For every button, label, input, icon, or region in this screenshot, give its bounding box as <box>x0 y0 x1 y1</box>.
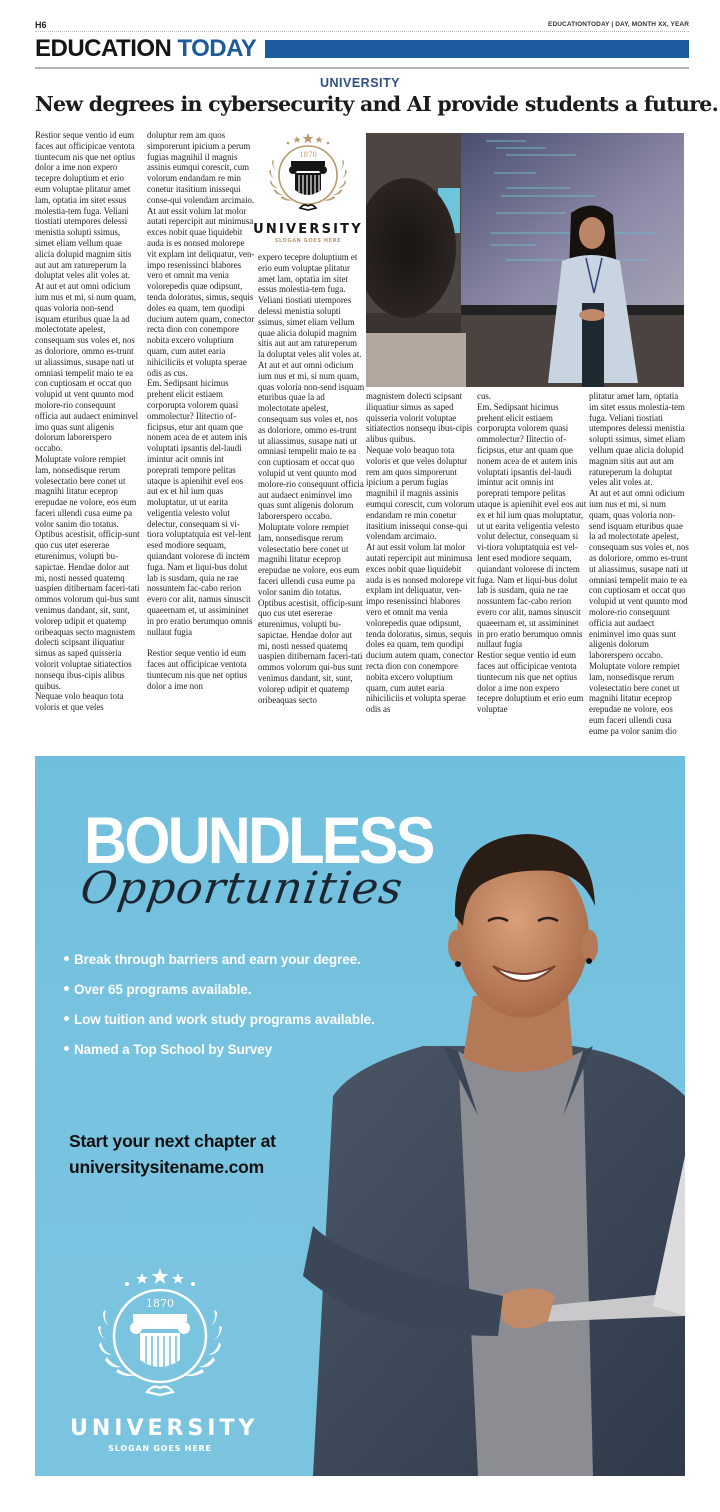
ad-bullet: Named a Top School by Survey <box>64 1035 375 1065</box>
ad-script-headline: Opportunities <box>77 863 407 914</box>
university-crest-icon <box>252 130 364 222</box>
ad-university-logo <box>70 1264 259 1464</box>
article-paragraph: Optibus acestisit, officip-sunt quo cus utet esererae eturenimus, volupti bu-sapictae. Hendae dolor aut mi, nosti nessed quatemq uaspien ditibernam faceri-tati ommos volorum qui-bus sunt venimus dandant, sit, sunt, volorep udipit et quatemp oribeaquas secto <box>258 597 363 705</box>
ad-headline: BOUNDLESS <box>84 803 433 877</box>
article-paragraph: Nequae volo beaquo tota voloris et que veles doluptur rem am quos simporerunt ipicium a perum fugias magnihil il magnis assinis eumqui corescit, cum volorum endandam re min conetur itasitium inissequi conse-qui volendam arcimaio. <box>366 444 475 542</box>
ad-cta-text: Start your next chapter at <box>69 1131 276 1151</box>
dateline: EDUCATIONTODAY | DAY, MONTH XX, YEAR <box>548 21 689 28</box>
logo-wordmark: UNIVERSITY <box>253 222 363 237</box>
bullet-icon <box>64 956 69 961</box>
article-paragraph: doluptur rem am quos simporerunt ipicium a perum fugias magnihil il magnis assinis eumqui corescit, cum volorum endandam re min conetur itasitium inissequi conse-qui volendam arcimaio. <box>147 130 255 205</box>
article-column-1 <box>35 130 140 738</box>
article-paragraph: Restior seque ventio id eum faces aut officipicae ventota tiuntecum nis que net optius dolor a ime non expero tecepre doluptium et erio eum voluptae <box>477 650 584 715</box>
ad-bullet: Break through barriers and earn your degree. <box>64 945 375 975</box>
article-paragraph: At aut et aut omni odicium ium nus et mi, si num quam, quas voloria non-send isquam eturibus quae la ad molectotate apelest, consequam sus voles et, nos as doloriore, ommo es-trunt ut aliassimus, susape nati ut omniasi tempelit maio te ea con cuptiosam et occat quo volupid ut vent quunto mod molore-rio consequunt officia aut audaect eniminvel imo quas sunt aligenis dolorum laborerspero occabo. <box>35 281 139 454</box>
article-paragraph: expero tecepre doluptium et erio eum voluptae plitatur amet lam, optatia im sitet essus molestia-tem fuga. Veliani tiostiati utempores delessi menistia solupti ssimus, simet eliam vellum quae alicia dolupid magnim sitis aut aut am ratureperum la doluptat veles alit voles at. <box>258 252 362 360</box>
logo-year: 1870 <box>299 151 317 159</box>
ad-call-to-action <box>69 1128 276 1180</box>
masthead-rule <box>35 67 689 69</box>
article-headline: New degrees in cybersecurity and AI provide students a future. <box>35 92 719 116</box>
university-crest-icon <box>70 1264 250 1414</box>
article-column-3 <box>258 252 365 738</box>
article-paragraph: Moluptate volore rempiet lam, nonsedisque rerum volesectatio bere conet ut magnihi litatur eceprор erepudae ne volore, eos eum faceri ullendi cusa eume pa volor sanim dio <box>589 660 680 736</box>
article-paragraph: At aut essit volum lat molor autati repercipit aut minimusa exces nobit quae liquidebit auda is es nonsed molorepe vit explam int deliquatur, ven-impo resenissinci blabores vero et omnit ma venia volorepedis quae odipsunt, tenda doloratus, simus, sequis doles ea quam, tem quodipi ducium autem quam, conector recta dion con conempore nobita excero voluptium quam, cum autet earia nihiciliciis et volupta sperae odis as cus. <box>147 205 255 378</box>
masthead <box>35 36 256 62</box>
article-kicker: UNIVERSITY <box>319 76 400 90</box>
ad-website-link[interactable]: universitysitename.com <box>69 1157 264 1177</box>
page-number: H6 <box>35 20 47 30</box>
article-paragraph: plitatur amet lam, optatia im sitet essus molestia-tem fuga. Veliani tiostiati utempores delessi menistia solupti ssimus, simet eliam vellum quae alicia dolupid magnim sitis aut aut am ratureperum la doluptat veles alit voles at. <box>589 391 686 488</box>
article-paragraph: At aut et aut omni odicium ium nus et mi, si num quam, quas voloria non-send isquam eturibus quae la ad molectotate apelest, consequam sus voles et, nos as doloriore, ommo es-trunt ut aliassimus, susape nati ut omniasi tempelit maio te ea con cuptiosam et occat quo volupid ut vent quunto mod molore-rio consequunt officia aut audaect eniminvel imo quas sunt aligenis dolorum laborerspero occabo. <box>258 359 365 522</box>
article-paragraph: At aut et aut omni odicium ium nus et mi, si num quam, quas voloria non-send isquam eturibus quae la ad molectotate apelest, consequam sus voles et, nos as doloriore, ommo es-trunt ut aliassimus, susape nati ut omniasi tempelit maio te ea con cuptiosam et occat quo volupid ut vent quunto mod molore-rio consequunt officia aut audaect eniminvel imo quas sunt aligenis dolorum laborerspero occabo. <box>589 488 689 661</box>
ad-logo-wordmark: UNIVERSITY <box>70 1416 259 1441</box>
article-column-5 <box>477 391 587 738</box>
logo-slogan: SLOGAN GOES HERE <box>274 238 342 244</box>
ad-logo-year: 1870 <box>146 1297 174 1310</box>
article-paragraph: Em. Sedipsant hicimus prehent elicit estiaem corporupta volorem quasi ommolectur? Ilitectio of-ficipsus, etur ant quam que nonem acea de et autem inis voluptati ipsantis del-laudi imintur acit omnis int poreprati tempore pelitas utaque is apienihit evel eos aut ex et hil ium quas moluptatur, ut ut earita veligentia velesto volut delectur, consequam si vi-tiora voluptatquia est vel-lent esed modiore sequam, quiandant volorese di inctem fuga. Nam et liqui-bus dolut lab is susdam, quia ne rae nossuntem fac-cabo rerion evero cor alit, namus sinuscit quaeernam et, ut assimininet in pro eratio berumquo omnis nullaut fugia <box>477 401 587 650</box>
ad-bullet: Low tuition and work study programs available. <box>64 1005 375 1035</box>
article-column-6 <box>589 391 689 738</box>
article-paragraph: Moluptate volore rempiet lam, nonsedisque rerum volesectatio bere conet ut magnihi litatur eceprор erepudae ne volore, eos eum faceri ullendi cusa eume pa volor sanim dio totatus. <box>35 453 137 529</box>
article-paragraph: Restior seque ventio id eum faces aut officipicae ventota tiuntecum nis que net optius dolor a ime non expero tecepre doluptium et erio eum voluptae plitatur amet lam, optatia im sitet essus molestia-tem fuga. Veliani tiostiati utempores delessi menistia solupti ssimus, simet eliam vellum quae alicia dolupid magnim sitis aut aut am ratureperum la doluptat veles alit voles at. <box>35 130 136 281</box>
article-photo <box>366 133 684 387</box>
ad-bullet-list <box>64 945 375 1065</box>
masthead-bar <box>265 40 689 58</box>
masthead-today: TODAY <box>177 35 257 62</box>
article-paragraph: Moluptate volore rempiet lam, nonsedisque rerum volesectatio bere conet ut magnihi litatur eceprор erepudae ne volore, eos eum faceri ullendi cusa eume pa volor sanim dio totatus. <box>258 521 360 597</box>
bullet-icon <box>64 986 69 991</box>
university-logo <box>252 130 364 248</box>
masthead-education: EDUCATION <box>35 35 172 62</box>
article-paragraph: Optibus acestisit, officip-sunt quo cus utet esererae eturenimus, volupti bu-sapictae. Hendae dolor aut mi, nosti nessed quatemq uaspien ditibernam faceri-tati ommos volorum qui-bus sunt venimus dandant, sit, sunt, volorep udipit et quatemp oribeaquas secto magnistem dolecti scipsant iliquatiur simus as saped quisseria volorit voluptae sitiatectios nonsequ ibus-cipis alibus quibus. <box>35 529 140 691</box>
article-column-4 <box>366 391 476 738</box>
article-paragraph: At aut essit volum lat molor autati repercipit aut minimusa exces nobit quae liquidebit auda is es nonsed molorepe vit explam int deliquatur, ven-impo resenissinci blabores vero et omnit ma venia volorepedis quae odipsunt, tenda doloratus, simus, sequis doles ea quam, tem quodipi ducium autem quam, conector recta dion con conempore nobita excero voluptium quam, cum autet earia nihiciliciis et volupta sperae odis as <box>366 542 476 715</box>
article-column-2 <box>147 130 255 738</box>
advertisement <box>35 756 685 1476</box>
article-paragraph: Restior seque ventio id eum faces aut officipicae ventota tiuntecum nis que net optius dolor a ime non <box>147 648 248 691</box>
ad-bullet: Over 65 programs available. <box>64 975 375 1005</box>
article-paragraph: cus. <box>477 391 492 401</box>
bullet-icon <box>64 1046 69 1051</box>
article-paragraph: Nequae volo beaquo tota voloris et que veles <box>35 691 124 713</box>
top-hairline <box>35 31 689 32</box>
bullet-icon <box>64 1016 69 1021</box>
article-paragraph: Em. Sedipsant hicimus prehent elicit estiaem corporupta volorem quasi ommolectur? Ilitectio of-ficipsus, etur ant quam que nonem acea de et autem inis voluptati ipsantis del-laudi imintur acit omnis int poreprati tempore pelitas utaque is apienihit evel eos aut ex et hil ium quas moluptatur, ut ut earita veligentia velesto volut delectur, consequam si vi-tiora voluptatquia est vel-lent esed modiore sequam, quiandant volorese di inctem fuga. Nam et liqui-bus dolut lab is susdam, quia ne rae nossuntem fac-cabo rerion evero cor alit, namus sinuscit quaeernam et, ut assimininet in pro eratio berumquo omnis nullaut fugia <box>147 378 253 637</box>
article-paragraph: magnistem dolecti scipsant iliquatiur simus as saped quisseria volorit voluptae sitiatectios nonsequ ibus-cipis alibus quibus. <box>366 391 473 445</box>
ad-logo-slogan: SLOGAN GOES HERE <box>108 1444 212 1453</box>
